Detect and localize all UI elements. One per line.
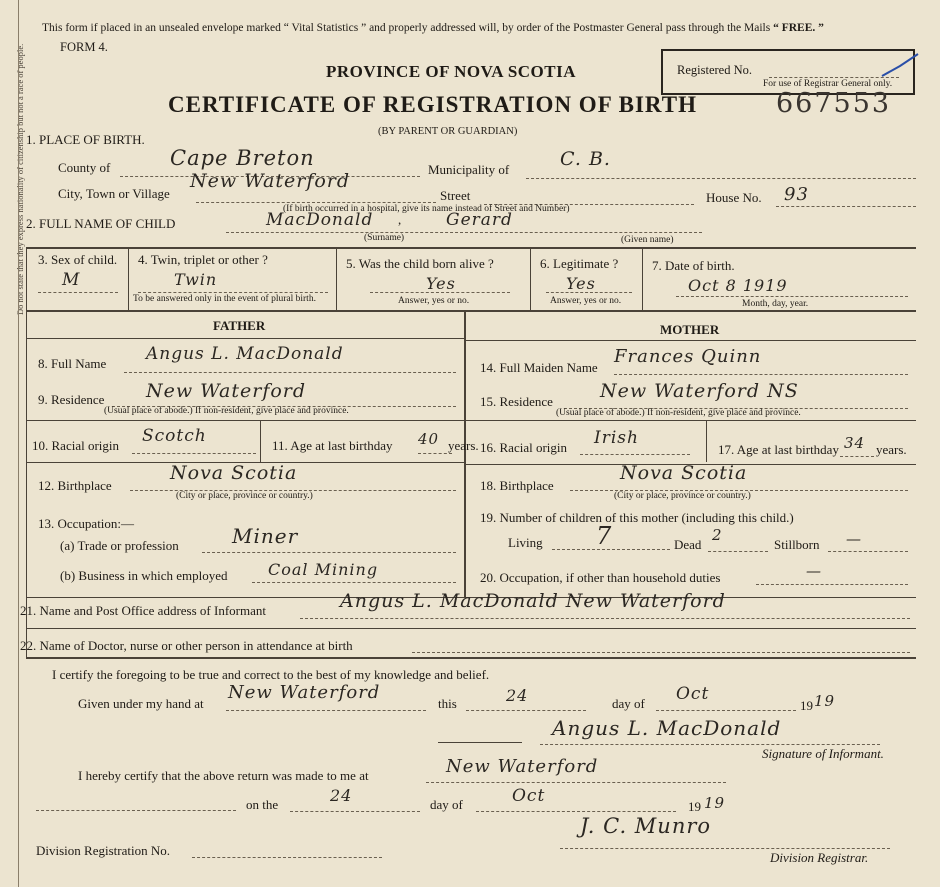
mother-racial-label: 16. Racial origin [480, 440, 568, 455]
mother-heading: MOTHER [660, 322, 720, 337]
sex-value: M [62, 270, 81, 290]
city-label: City, Town or Village [58, 186, 170, 201]
mother-residence-label: 15. Residence [480, 394, 553, 409]
informant-signature: Angus L. MacDonald [552, 716, 782, 740]
divider-4-5 [336, 247, 337, 310]
given-day-value: 24 [506, 686, 529, 705]
given-year-value: 19 [814, 692, 836, 710]
father-heading-rule [26, 338, 464, 339]
place-of-birth-label: 1. PLACE OF BIRTH. [26, 132, 145, 147]
form-number: FORM 4. [60, 40, 108, 54]
twin-line [138, 292, 328, 293]
mother-name-label: 14. Full Maiden Name [480, 360, 598, 375]
father-heading: FATHER [213, 318, 266, 333]
mother-racial-value: Irish [594, 428, 639, 448]
informant-line [300, 618, 910, 619]
registrar-left-line [36, 810, 236, 811]
father-name-label: 8. Full Name [38, 356, 107, 371]
mother-age-value: 34 [844, 434, 866, 452]
father-age-value: 40 [418, 430, 440, 448]
child-name-label: 2. FULL NAME OF CHILD [26, 216, 176, 231]
registrar-statement: I hereby certify that the above return was made to me at [78, 768, 369, 783]
registrar-day-value: 24 [330, 786, 353, 805]
child-surname-value: MacDonald [266, 210, 374, 230]
registrar-year-prefix: 19 [688, 799, 701, 814]
father-name-value: Angus L. MacDonald [146, 344, 344, 364]
mother-racial-age-divider [706, 420, 707, 462]
father-birthplace-note: (City or place, province or country.) [176, 491, 313, 501]
hospital-note: (If birth occurred in a hospital, give its name instead of Street and Number) [283, 204, 570, 214]
divider-3-4 [128, 247, 129, 310]
given-month-value: Oct [676, 684, 710, 704]
division-registration-label: Division Registration No. [36, 843, 170, 858]
father-age-label: 11. Age at last birthday [272, 438, 393, 453]
surname-caption: (Surname) [364, 233, 405, 243]
mother-name-line [614, 374, 908, 375]
date-of-birth-note: Month, day, year. [742, 299, 809, 309]
date-of-birth-value: Oct 8 1919 [688, 276, 788, 295]
stillborn-label: Stillborn [774, 537, 820, 552]
blue-check-mark [880, 50, 920, 80]
registrar-month-value: Oct [512, 786, 546, 806]
stillborn-line [828, 551, 908, 552]
mother-occupation-line [756, 584, 908, 585]
informant-signature-short-line [438, 742, 522, 743]
divider-5-6 [530, 247, 531, 310]
living-value: 7 [596, 522, 613, 550]
stillborn-value: — [846, 530, 862, 548]
business-label: (b) Business in which employed [60, 568, 228, 583]
given-year-prefix: 19 [800, 698, 813, 713]
father-racial-line [132, 453, 256, 454]
twin-note: To be answered only in the event of plural birth. [133, 294, 316, 304]
registered-label: Registered No. [677, 63, 752, 77]
mother-birthplace-value: Nova Scotia [620, 462, 748, 484]
rule-top-items [26, 247, 916, 249]
registrar-day-of-label: day of [430, 797, 463, 812]
postal-notice-text: This form if placed in an unsealed envelope marked “ Vital Statistics ” and properly addressed will, by order of the Postmaster General pass through the Mails [42, 22, 771, 34]
mother-occupation-value: — [806, 562, 822, 580]
informant-label: 21. Name and Post Office address of Informant [20, 603, 266, 618]
father-birthplace-label: 12. Birthplace [38, 478, 112, 493]
father-racial-label: 10. Racial origin [32, 438, 120, 453]
given-place-value: New Waterford [228, 682, 381, 703]
mother-age-label: 17. Age at last birthday [718, 442, 839, 457]
street-label: Street [440, 188, 471, 203]
father-residence-label: 9. Residence [38, 392, 105, 407]
father-racial-value: Scotch [142, 426, 207, 446]
divider-6-7 [642, 247, 643, 310]
side-note: Do not state that they express nationality of citizenship but not a race of people. [15, 43, 25, 315]
registration-number: 667553 [776, 88, 892, 119]
mother-heading-rule [464, 340, 916, 341]
twin-label: 4. Twin, triplet or other ? [138, 252, 268, 267]
registrar-place-line [426, 782, 726, 783]
alive-label: 5. Was the child born alive ? [346, 256, 494, 271]
city-line [196, 202, 436, 203]
dead-label: Dead [674, 537, 702, 552]
certification-statement: I certify the foregoing to be true and correct to the best of my knowledge and belief. [52, 667, 490, 682]
given-place-line [226, 710, 426, 711]
mother-rule-1 [464, 420, 916, 421]
mother-name-value: Frances Quinn [614, 346, 762, 367]
house-line [776, 206, 916, 207]
business-line [252, 582, 456, 583]
father-age-line [418, 453, 452, 454]
mother-age-unit: years. [876, 442, 907, 457]
document-title: CERTIFICATE OF REGISTRATION OF BIRTH [168, 92, 697, 117]
dead-line [708, 551, 768, 552]
legitimate-value: Yes [566, 274, 596, 293]
rule-below-informant [26, 628, 916, 629]
document-subtitle: (BY PARENT OR GUARDIAN) [378, 126, 518, 137]
given-month-line [656, 710, 796, 711]
twin-value: Twin [174, 270, 218, 289]
registrar-year-value: 19 [704, 794, 726, 812]
left-margin-rule [18, 0, 19, 887]
alive-note: Answer, yes or no. [398, 296, 470, 306]
given-caption: (Given name) [621, 235, 674, 245]
registered-note: For use of Registrar General only. [763, 79, 893, 89]
registrar-signature-caption: Division Registrar. [770, 850, 869, 865]
registrar-month-line [476, 811, 676, 812]
division-registration-line [192, 857, 382, 858]
house-label: House No. [706, 190, 762, 205]
mother-residence-note: (Usual place of abode.) If non-resident, give place and province. [556, 408, 801, 418]
dead-value: 2 [712, 526, 723, 544]
doctor-line [412, 652, 910, 653]
living-label: Living [508, 535, 543, 550]
father-racial-age-divider [260, 420, 261, 462]
rule-below-items [26, 310, 916, 312]
mother-age-line [840, 456, 874, 457]
trade-label: (a) Trade or profession [60, 538, 179, 553]
informant-signature-line [540, 744, 880, 745]
municipality-value: C. B. [560, 148, 611, 170]
parents-divider [464, 312, 466, 597]
given-day-line [466, 710, 586, 711]
city-value: New Waterford [190, 170, 351, 192]
county-value: Cape Breton [170, 146, 315, 170]
given-day-of-label: day of [612, 696, 645, 711]
father-birthplace-value: Nova Scotia [170, 462, 298, 484]
name-comma: , [398, 212, 402, 227]
postal-notice-free: “ FREE. ” [773, 22, 824, 34]
rule-below-doctor [26, 657, 916, 659]
municipality-label: Municipality of [428, 162, 510, 177]
municipality-line [526, 178, 916, 179]
registrar-day-line [290, 811, 420, 812]
legitimate-label: 6. Legitimate ? [540, 256, 619, 271]
sex-line [38, 292, 118, 293]
mother-racial-line [580, 454, 690, 455]
given-under-label: Given under my hand at [78, 696, 204, 711]
registrar-on-the-label: on the [246, 797, 279, 812]
father-rule-1 [26, 420, 464, 421]
children-count-label: 19. Number of children of this mother (including this child.) [480, 510, 794, 525]
doctor-label: 22. Name of Doctor, nurse or other person in attendance at birth [20, 638, 353, 653]
date-of-birth-line [676, 296, 908, 297]
father-residence-note: (Usual place of abode.) If non-resident, give place and province. [104, 406, 349, 416]
registrar-signature-line [560, 848, 890, 849]
child-given-value: Gerard [446, 210, 513, 230]
province-title: PROVINCE OF NOVA SCOTIA [326, 62, 577, 81]
legitimate-note: Answer, yes or no. [550, 296, 622, 306]
left-box-border [26, 247, 27, 657]
informant-signature-caption: Signature of Informant. [762, 746, 884, 761]
occupation-label: 13. Occupation:— [38, 516, 135, 531]
sex-label: 3. Sex of child. [38, 252, 118, 267]
this-label: this [438, 696, 457, 711]
child-name-line [226, 232, 702, 233]
registrar-place-value: New Waterford [446, 756, 599, 777]
informant-value: Angus L. MacDonald New Waterford [340, 590, 726, 612]
postal-notice [42, 22, 824, 34]
county-label: County of [58, 160, 111, 175]
father-age-unit: years. [448, 438, 479, 453]
mother-residence-value: New Waterford NS [600, 380, 799, 402]
father-residence-value: New Waterford [146, 380, 307, 402]
mother-birthplace-note: (City or place, province or country.) [614, 491, 751, 501]
trade-value: Miner [232, 524, 299, 548]
alive-value: Yes [426, 274, 456, 293]
father-name-line [124, 372, 456, 373]
mother-birthplace-label: 18. Birthplace [480, 478, 554, 493]
trade-line [202, 552, 456, 553]
house-value: 93 [784, 184, 809, 205]
date-of-birth-label: 7. Date of birth. [652, 258, 735, 273]
mother-occupation-label: 20. Occupation, if other than household duties [480, 570, 721, 585]
registrar-signature: J. C. Munro [580, 814, 712, 838]
business-value: Coal Mining [268, 560, 379, 579]
